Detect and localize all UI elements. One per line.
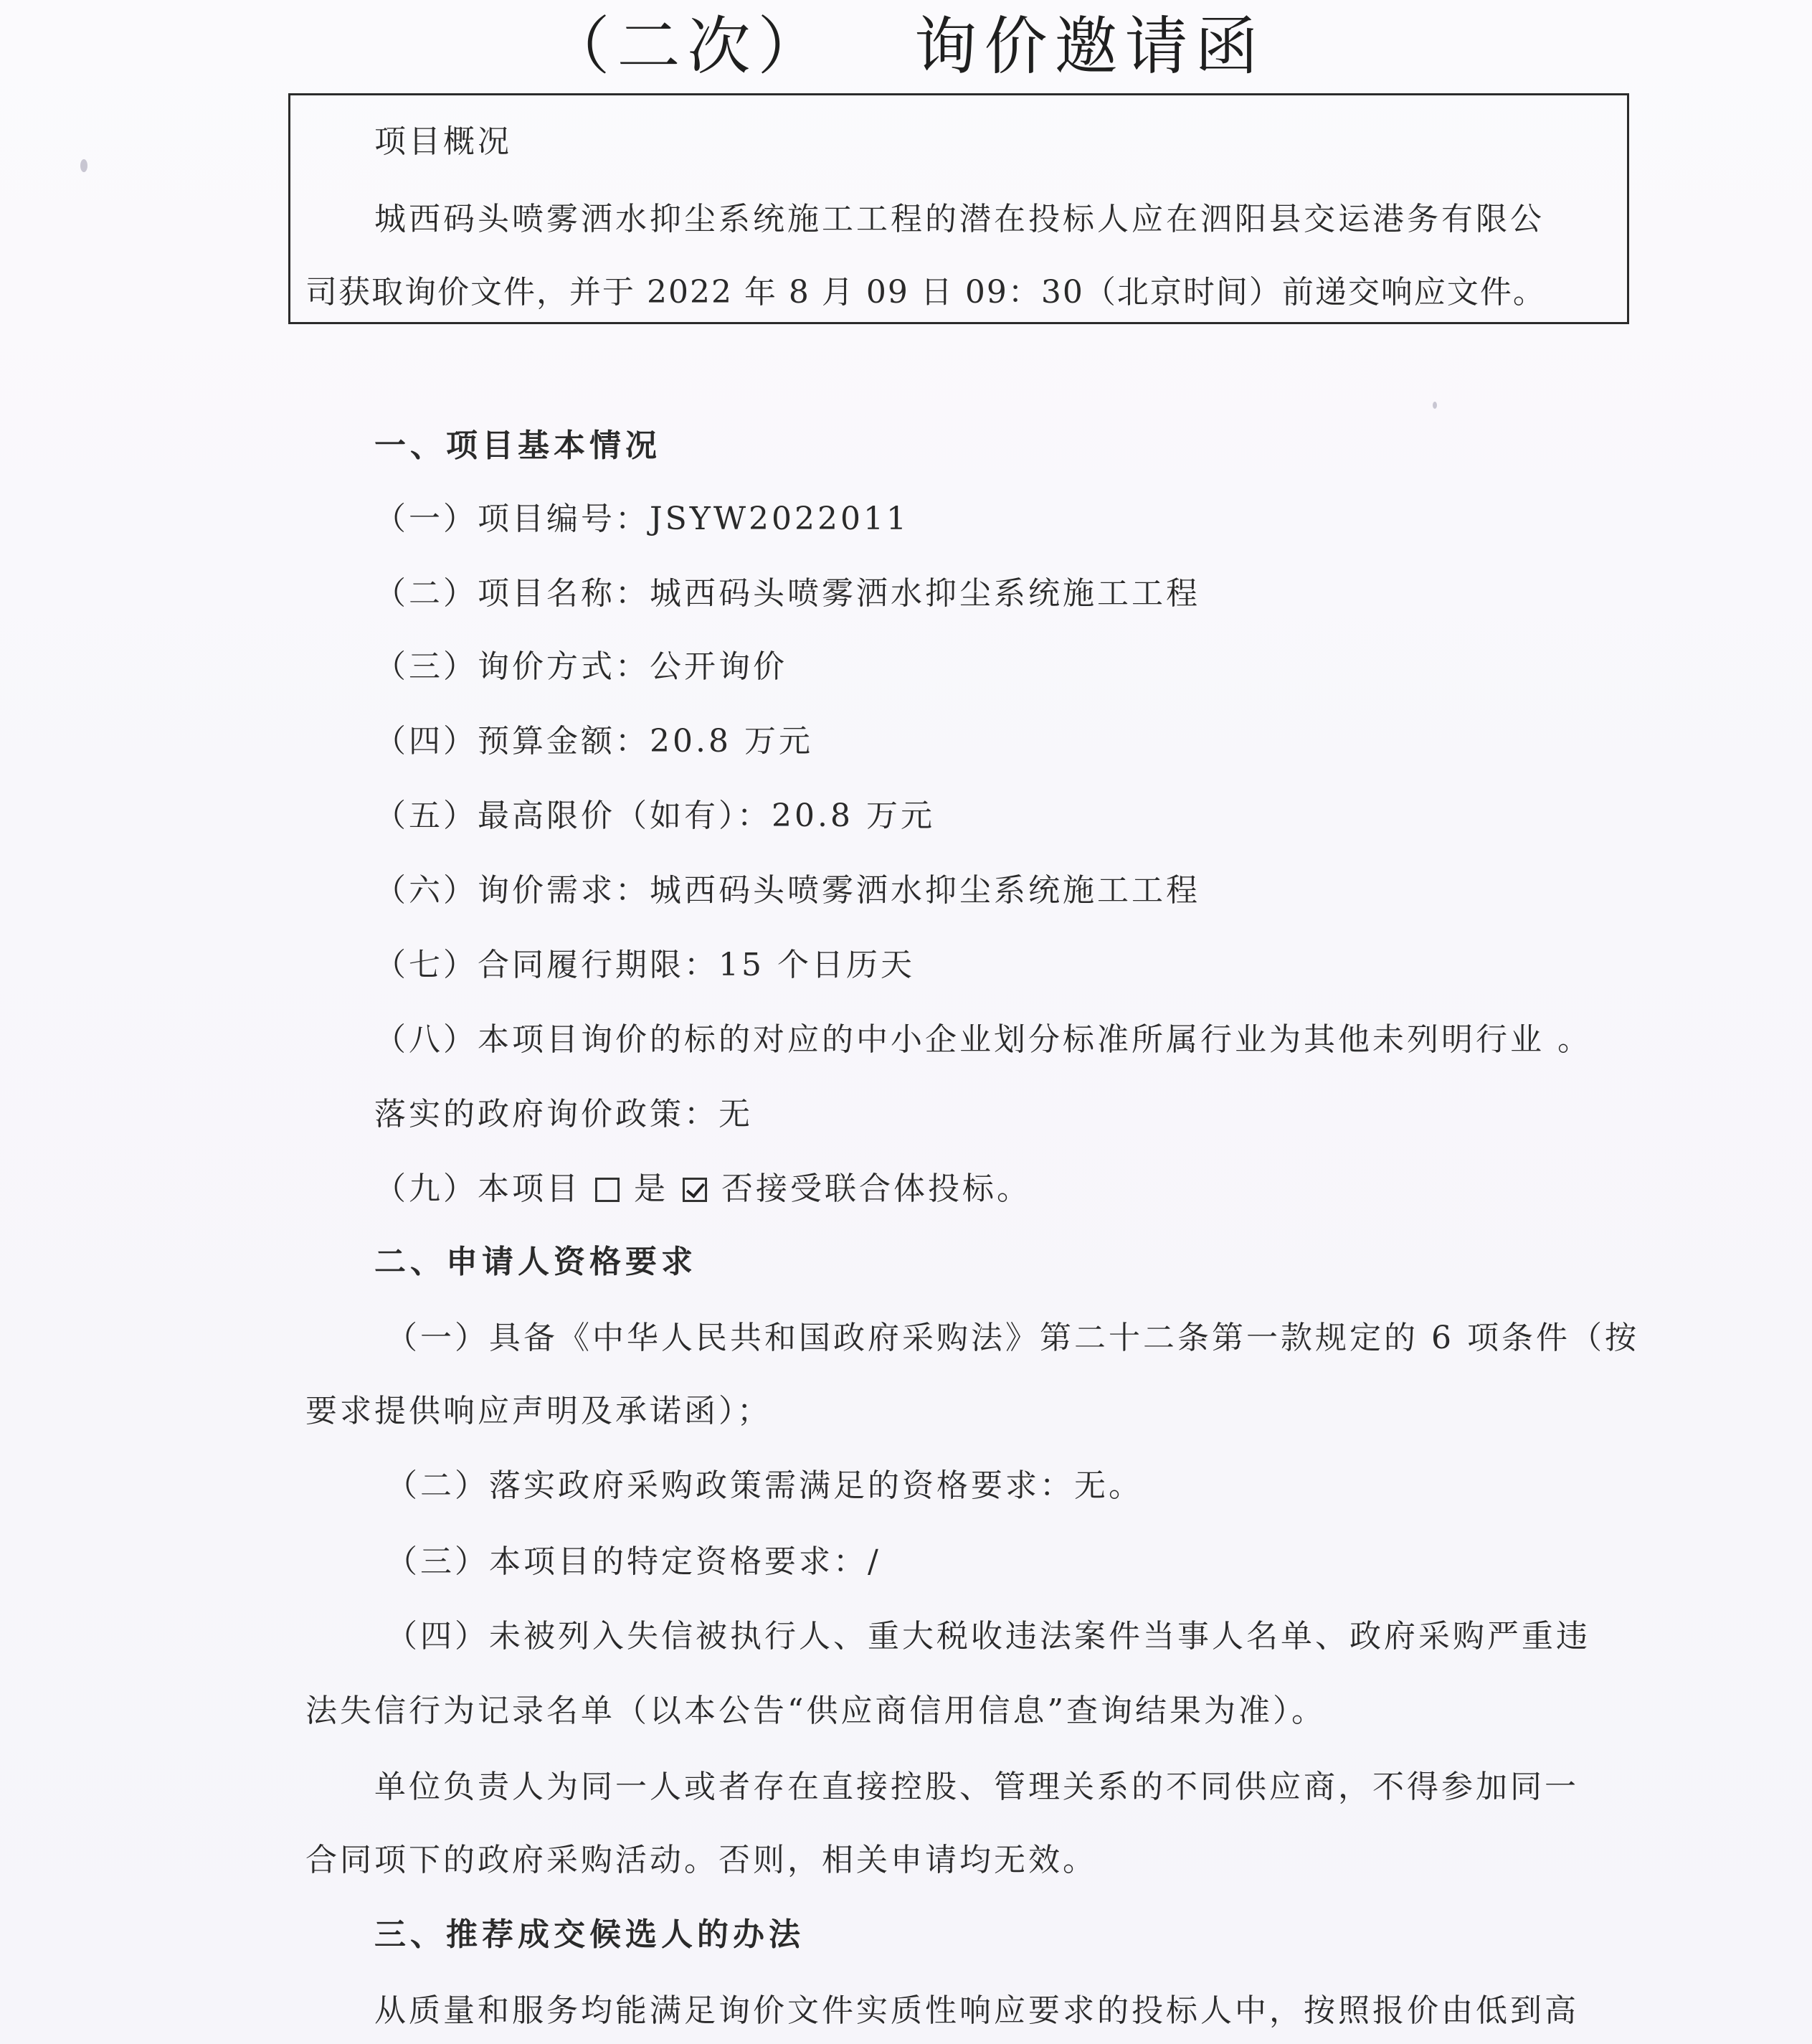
title-prefix: （二次） [546,9,828,83]
section-2-heading: 二、申请人资格要求 [374,1244,697,1280]
section-1-item-9 [374,1168,1031,1211]
section-1-policy: 落实的政府询价政策：无 [374,1096,753,1132]
section-2-para-4-line-1: （四）未被列入失信被执行人、重大税收违法案件当事人名单、政府采购严重违 [386,1618,1590,1655]
overview-line-1: 城西码头喷雾洒水抑尘系统施工工程的潜在投标人应在泗阳县交运港务有限公 [374,201,1545,237]
section-2-para-1-line-1: （一）具备《中华人民共和国政府采购法》第二十二条第一款规定的 6 项条件（按 [386,1320,1639,1356]
title-main: 询价邀请函 [914,9,1266,83]
section-2-para-1-line-2: 要求提供响应声明及承诺函）； [305,1393,772,1429]
section-2-para-3: （三）本项目的特定资格要求：/ [386,1543,881,1580]
section-3-heading: 三、推荐成交候选人的办法 [374,1916,805,1953]
scan-speck [1433,402,1437,409]
joint-bid-yes-checkbox [595,1178,620,1202]
section-1-heading: 一、项目基本情况 [374,427,661,464]
section-3-para-1-line-1: 从质量和服务均能满足询价文件实质性响应要求的投标人中，按照报价由低到高 [374,1992,1579,2029]
section-1-item-1: （一）项目编号：JSYW2022011 [374,501,910,537]
section-1-item-4: （四）预算金额：20.8 万元 [374,723,813,760]
overview-heading: 项目概况 [374,123,512,160]
item-9-no-label: 否接受联合体投标。 [721,1170,1031,1207]
section-1-item-5: （五）最高限价（如有）：20.8 万元 [374,798,935,834]
joint-bid-no-checkbox [683,1178,707,1202]
section-2-para-4-line-2: 法失信行为记录名单（以本公告“供应商信用信息”查询结果为准）。 [305,1693,1326,1729]
item-9-prefix: （九）本项目 [374,1170,581,1207]
section-1-item-3: （三）询价方式：公开询价 [374,648,787,685]
item-9-yes-label: 是 [634,1170,668,1207]
overview-line-2: 司获取询价文件，并于 2022 年 8 月 09 日 09：30（北京时间）前递交响应文件。 [305,274,1546,311]
section-2-para-5-line-1: 单位负责人为同一人或者存在直接控股、管理关系的不同供应商，不得参加同一 [374,1769,1579,1805]
section-1-item-8: （八）本项目询价的标的对应的中小企业划分标准所属行业为其他未列明行业 。 [374,1021,1592,1058]
section-2-para-5-line-2: 合同项下的政府采购活动。否则，相关申请均无效。 [305,1842,1097,1878]
section-1-item-7: （七）合同履行期限：15 个日历天 [374,947,915,983]
section-2-para-2: （二）落实政府采购政策需满足的资格要求：无。 [386,1467,1143,1504]
document-title [0,0,1812,93]
scan-speck [80,159,87,172]
section-1-item-2: （二）项目名称：城西码头喷雾洒水抑尘系统施工工程 [374,575,1200,612]
section-1-item-6: （六）询价需求：城西码头喷雾洒水抑尘系统施工工程 [374,872,1200,909]
